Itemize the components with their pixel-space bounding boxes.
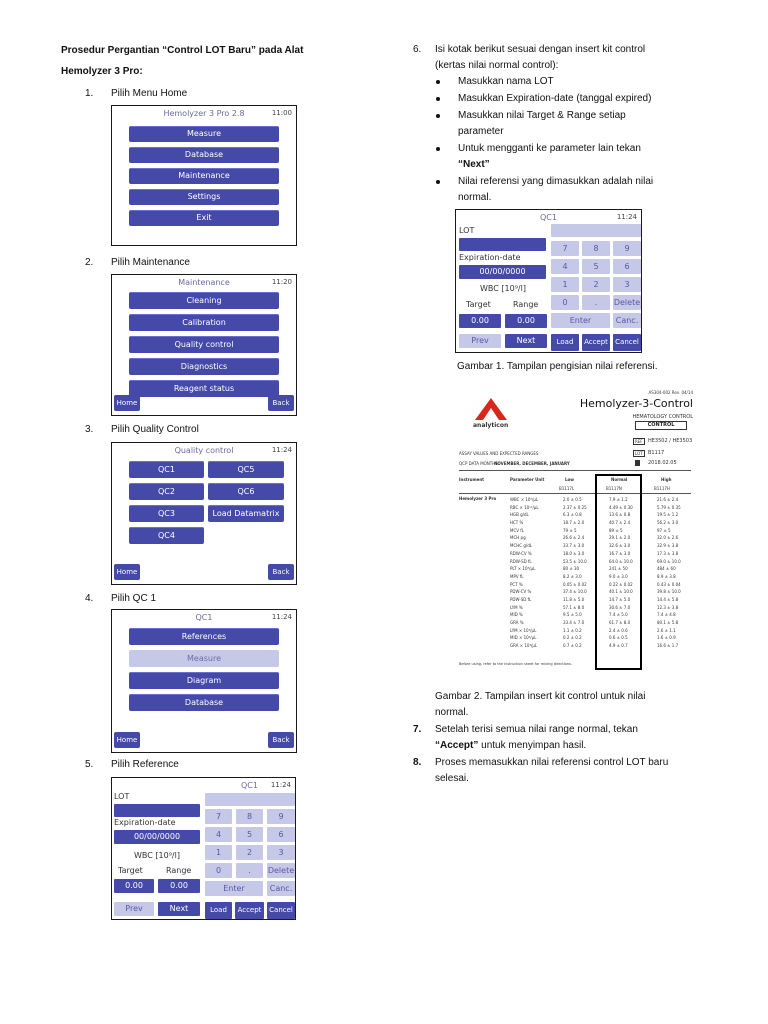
qc6-button[interactable]: QC6 [208, 483, 284, 500]
step-6-line2: (kertas nilai normal control): [435, 60, 559, 71]
parameter-cell: PDW-CV % [510, 589, 532, 595]
expiration-label: Expiration-date [114, 818, 176, 827]
display-field [205, 793, 295, 806]
parameter-cell: HGB g/dL [510, 512, 529, 518]
high-cell: 5.79 ± 0.35 [657, 504, 681, 510]
step-8-line1: Proses memasukkan nilai referensi control LOT baru [435, 757, 669, 768]
next-button[interactable]: Next [158, 902, 200, 916]
ref-value: HE3502 / HE3503 [648, 438, 693, 444]
cancel-button[interactable]: Cancel [613, 334, 641, 351]
target-input[interactable]: 0.00 [114, 879, 154, 893]
normal-cell: 61.7 ± 8.0 [609, 620, 631, 625]
bullet [436, 114, 440, 118]
delete-key[interactable]: Delete [613, 295, 641, 310]
lot-input[interactable] [114, 804, 200, 817]
maintenance-button[interactable]: Maintenance [129, 168, 279, 184]
parameter-cell: WBC × 10⁹/µL [510, 497, 539, 502]
parameter-cell: MCV fL [510, 527, 524, 533]
back-button[interactable]: Back [268, 564, 294, 580]
screen-title: QC1 [241, 781, 258, 790]
high-cell: 69.0 ± 10.0 [657, 558, 681, 564]
high-cell: 17.3 ± 3.8 [657, 550, 679, 556]
parameter-cell: RBC × 10¹²/µL [510, 504, 539, 510]
normal-cell: 89 ± 5 [609, 527, 623, 533]
assay-table [459, 496, 691, 650]
parameter-cell: PDW-SD fL [510, 596, 532, 602]
table-row [459, 611, 691, 619]
range-input[interactable]: 0.00 [505, 314, 547, 328]
normal-cell: 40.1 ± 10.0 [609, 589, 633, 595]
analyticon-logo-icon [475, 398, 507, 420]
step-6-line1: Isi kotak berikut sesuai dengan insert kit control [435, 44, 646, 55]
low-cell: 0.7 ± 0.2 [563, 643, 582, 649]
settings-button[interactable]: Settings [129, 189, 279, 205]
parameter-cell: RDW-CV % [510, 550, 532, 556]
back-button[interactable]: Back [268, 395, 294, 411]
screen-time: 11:20 [271, 278, 292, 286]
home-button[interactable]: Home [114, 564, 140, 580]
enter-key[interactable]: Enter [205, 881, 263, 896]
database-button[interactable]: Database [129, 694, 279, 711]
high-cell: 8.9 ± 3.8 [657, 573, 676, 579]
parameter-cell: MCH pg [510, 535, 526, 541]
parameter-cell: LYM × 10³/µL [510, 627, 537, 633]
bullet-text: Masukkan Expiration-date (tanggal expired) [458, 93, 652, 104]
key-2[interactable]: 2 [236, 845, 263, 860]
display-field [551, 224, 641, 237]
table-row [459, 527, 691, 535]
expiration-input[interactable]: 00/00/0000 [114, 830, 200, 844]
low-cell: 33.7 ± 3.0 [563, 543, 585, 549]
table-row [459, 504, 691, 512]
prev-button[interactable]: Prev [114, 902, 154, 916]
bullet-text: parameter [458, 126, 504, 137]
lot-normal: B1117N [606, 486, 622, 491]
step-7-num: 7. [413, 724, 422, 735]
table-row [459, 619, 691, 627]
high-cell: 32.9 ± 3.8 [657, 543, 679, 549]
expiration-input[interactable]: 00/00/0000 [459, 265, 546, 279]
step-7-line2 [435, 738, 586, 755]
measure-button[interactable]: Measure [129, 126, 279, 142]
home-button[interactable]: Home [114, 732, 140, 748]
normal-cell: 0.6 ± 0.5 [609, 635, 628, 641]
low-cell: 33.4 ± 7.0 [563, 620, 585, 625]
table-row [459, 565, 691, 573]
normal-cell: 14.7 ± 5.0 [609, 596, 631, 602]
step-7-rest: untuk menyimpan hasil. [478, 740, 587, 751]
qc1-button[interactable]: QC1 [129, 461, 204, 478]
table-row [459, 519, 691, 527]
doc-code: AS304-002 Rev. 04/14 [648, 390, 693, 395]
table-row [459, 588, 691, 596]
key-5[interactable]: 5 [236, 827, 263, 842]
normal-cell: 7.9 ± 1.2 [609, 497, 628, 502]
table-row [459, 550, 691, 558]
screen-title: Hemolyzer 3 Pro 2.8 [163, 109, 245, 118]
key-1[interactable]: 1 [205, 845, 232, 860]
key-7[interactable]: 7 [205, 809, 232, 824]
table-row [459, 573, 691, 581]
load-button[interactable]: Load [551, 334, 579, 351]
bullet-text: Masukkan nilai Target & Range setiap [458, 110, 626, 121]
normal-cell: 16.7 ± 3.0 [609, 550, 631, 556]
lot-label: LOT [635, 451, 643, 456]
assay-heading: ASSAY VALUES AND EXPECTED RANGES [459, 451, 539, 456]
table-row [459, 596, 691, 604]
parameter-cell: HCT % [510, 520, 524, 526]
key-2[interactable]: 2 [582, 277, 610, 292]
qc5-button[interactable]: QC5 [208, 461, 284, 478]
target-label: Target [466, 300, 491, 309]
insert-kit-control-sheet [455, 386, 695, 676]
high-cell: 484 ± 60 [657, 566, 676, 572]
screen-time: 11:24 [616, 213, 637, 221]
key-6[interactable]: 6 [613, 259, 641, 274]
parameter-cell: PLT × 10³/µL [510, 566, 536, 572]
bullet-text-next: “Next” [458, 159, 490, 170]
low-cell: 6.3 ± 0.8 [563, 512, 582, 518]
key-9[interactable]: 9 [613, 241, 641, 256]
key-4[interactable]: 4 [205, 827, 232, 842]
lot-high: B1117H [654, 486, 670, 491]
diagram-button[interactable]: Diagram [129, 672, 279, 689]
normal-cell: 7.4 ± 5.0 [609, 612, 628, 618]
col-low: Low [565, 477, 574, 482]
low-cell: 9.5 ± 5.0 [563, 612, 582, 618]
low-cell: 0.05 ± 0.02 [563, 581, 587, 587]
normal-cell: 241 ± 50 [609, 566, 628, 572]
load-datamatrix-button[interactable]: Load Datamatrix [208, 505, 284, 522]
high-cell: 97 ± 5 [657, 527, 671, 533]
target-label: Target [118, 866, 143, 875]
low-cell: 11.8 ± 5.0 [563, 596, 585, 602]
screen-time: 11:24 [270, 781, 291, 789]
parameter-cell: LYM % [510, 604, 523, 610]
bullet [436, 80, 440, 84]
table-row [459, 542, 691, 550]
normal-cell: 29.1 ± 2.0 [609, 535, 631, 541]
quality-control-screen [111, 442, 297, 585]
table-row [459, 496, 691, 504]
bullet-text: Nilai referensi yang dimasukkan adalah nilai [458, 176, 654, 187]
high-cell: 14.4 ± 5.8 [657, 596, 679, 602]
cancel-key[interactable]: Canc. [613, 313, 641, 328]
enter-key[interactable]: Enter [551, 313, 610, 328]
high-cell: 80.1 ± 5.8 [657, 620, 679, 625]
step-2: 2. Pilih Maintenance [85, 257, 190, 268]
key-3[interactable]: 3 [267, 845, 295, 860]
header-divider [459, 493, 691, 494]
parameter-cell: MCHC g/dL [510, 543, 532, 549]
exit-button[interactable]: Exit [129, 210, 279, 226]
low-cell: 2.0 ± 0.5 [563, 497, 582, 502]
parameter-cell: GRA × 10³/µL [510, 643, 538, 649]
step-8-line2: selesai. [435, 773, 469, 784]
high-cell: 1.6 ± 0.9 [657, 635, 676, 641]
parameter-cell: MID % [510, 612, 523, 618]
bullet-text: Masukkan nama LOT [458, 76, 554, 87]
screen-title: QC1 [540, 213, 557, 222]
qcp-months: NOVEMBER, DECEMBER, JANUARY [494, 461, 570, 466]
expiry-value: 2018.02.05 [648, 460, 677, 466]
step-3: 3. Pilih Quality Control [85, 424, 199, 435]
qcp-label: QCP DATA MONTHS: [459, 461, 500, 466]
cancel-button[interactable]: Cancel [267, 902, 295, 919]
ref-label: REF [635, 439, 643, 444]
qc4-button[interactable]: QC4 [129, 527, 204, 544]
bullet-text: normal. [458, 192, 492, 203]
normal-cell: 2.4 ± 0.6 [609, 627, 628, 633]
high-cell: 19.5 ± 1.2 [657, 512, 679, 518]
col-instrument: Instrument [459, 477, 485, 482]
qc2-button[interactable]: QC2 [129, 483, 204, 500]
col-high: High [661, 477, 672, 482]
high-cell: 12.3 ± 3.8 [657, 604, 679, 610]
high-cell: 39.8 ± 10.0 [657, 589, 681, 595]
step-7-line1: Setelah terisi semua nilai range normal, tekan [435, 724, 638, 735]
normal-cell: 13.6 ± 0.8 [609, 512, 631, 518]
brand-subtitle: HEMATOLOGY CONTROL [632, 414, 693, 420]
table-row [459, 511, 691, 519]
lot-value: B1117 [648, 450, 665, 456]
accept-button[interactable]: Accept [582, 334, 610, 351]
normal-cell: 4.49 ± 0.30 [609, 504, 633, 510]
low-cell: 1.1 ± 0.2 [563, 627, 582, 633]
wbc-label: WBC [10⁹/l] [134, 851, 180, 860]
screen-time: 11:24 [271, 446, 292, 454]
figure-1-caption: Gambar 1. Tampilan pengisian nilai referensi. [457, 361, 658, 372]
footnote: Before using, refer to the instruction sheet for mixing directions. [459, 662, 572, 666]
figure-2-caption-line1: Gambar 2. Tampilan insert kit control untuk nilai [435, 691, 646, 702]
key-0[interactable]: 0 [551, 295, 579, 310]
step-6-num: 6. [413, 44, 422, 55]
table-row [459, 604, 691, 612]
logo-text: analyticon [473, 422, 509, 429]
high-cell: 0.43 ± 0.04 [657, 581, 681, 587]
normal-cell: 40.7 ± 2.4 [609, 520, 631, 526]
lot-input[interactable] [459, 238, 546, 251]
table-row [459, 558, 691, 566]
key-3[interactable]: 3 [613, 277, 641, 292]
key-8[interactable]: 8 [582, 241, 610, 256]
bullet [436, 180, 440, 184]
normal-cell: 0.22 ± 0.02 [609, 581, 633, 587]
wbc-label: WBC [10⁹/l] [480, 284, 526, 293]
cancel-key[interactable]: Canc. [267, 881, 295, 896]
screen-title: Maintenance [178, 278, 230, 287]
screen-title: QC1 [195, 613, 213, 622]
high-cell: 16.6 ± 1.7 [657, 643, 679, 649]
maintenance-screen [111, 274, 297, 416]
bullet [436, 97, 440, 101]
page-title: Prosedur Pergantian “Control LOT Baru” pada Alat Hemolyzer 3 Pro: [61, 45, 304, 77]
database-button[interactable]: Database [129, 147, 279, 163]
table-row [459, 581, 691, 589]
table-row [459, 642, 691, 650]
control-box: CONTROL [635, 421, 687, 430]
measure-button[interactable]: Measure [129, 650, 279, 667]
screen-title: Quality control [174, 446, 234, 455]
brand-title: Hemolyzer-3-Control [579, 397, 693, 410]
key-dot[interactable]: . [582, 295, 610, 310]
parameter-cell: MPV fL [510, 573, 524, 579]
key-7[interactable]: 7 [551, 241, 579, 256]
normal-cell: 64.0 ± 10.0 [609, 558, 633, 564]
low-cell: 8.2 ± 3.0 [563, 573, 582, 579]
normal-cell: 30.6 ± 7.0 [609, 604, 631, 610]
low-cell: 37.4 ± 10.0 [563, 589, 587, 595]
bullet [436, 147, 440, 151]
lot-low: B1117L [559, 486, 575, 491]
low-cell: 80 ± 30 [563, 566, 580, 572]
step-1: 1. Pilih Menu Home [85, 88, 188, 99]
next-button[interactable]: Next [505, 334, 547, 348]
reference-screen-fig1 [455, 209, 642, 353]
calibration-button[interactable]: Calibration [129, 314, 279, 331]
table-row [459, 634, 691, 642]
low-cell: 2.37 ± 0.25 [563, 504, 587, 510]
high-cell: 56.2 ± 3.0 [657, 520, 679, 526]
prev-button[interactable]: Prev [459, 334, 501, 348]
high-cell: 21.6 ± 2.4 [657, 497, 679, 502]
normal-cell: 9.0 ± 3.0 [609, 573, 628, 579]
range-label: Range [166, 866, 192, 875]
normal-cell: 4.9 ± 0.7 [609, 643, 628, 649]
step-8-num: 8. [413, 757, 422, 768]
reference-screen-step5 [111, 777, 296, 920]
low-cell: 0.2 ± 0.2 [563, 635, 582, 641]
low-cell: 18.7 ± 2.0 [563, 520, 585, 526]
high-cell: 7.4 ± 4.8 [657, 612, 676, 618]
back-button[interactable]: Back [268, 732, 294, 748]
hourglass-icon [635, 460, 640, 466]
key-dot[interactable]: . [236, 863, 263, 878]
screen-time: 11:00 [271, 109, 292, 117]
step-5: 5. Pilih Reference [85, 759, 179, 770]
high-cell: 2.6 ± 1.1 [657, 627, 676, 633]
home-button[interactable]: Home [114, 395, 140, 411]
low-cell: 18.0 ± 3.0 [563, 550, 585, 556]
table-row [459, 534, 691, 542]
key-1[interactable]: 1 [551, 277, 579, 292]
key-6[interactable]: 6 [267, 827, 295, 842]
lot-label: LOT [459, 226, 475, 235]
low-cell: 79 ± 5 [563, 527, 577, 533]
high-cell: 32.0 ± 2.6 [657, 535, 679, 541]
range-input[interactable]: 0.00 [158, 879, 200, 893]
lot-label: LOT [114, 792, 130, 801]
target-input[interactable]: 0.00 [459, 314, 501, 328]
bullet-text: Untuk mengganti ke parameter lain tekan [458, 143, 641, 154]
figure-2-caption-line2: normal. [435, 707, 469, 718]
low-cell: 57.1 ± 8.0 [563, 604, 585, 610]
parameter-cell: GRA % [510, 620, 524, 625]
diagnostics-button[interactable]: Diagnostics [129, 358, 279, 375]
accept-button[interactable]: Accept [235, 902, 264, 919]
cleaning-button[interactable]: Cleaning [129, 292, 279, 309]
step-4: 4. Pilih QC 1 [85, 593, 157, 604]
qc1-screen [111, 609, 297, 753]
load-button[interactable]: Load [205, 902, 232, 919]
key-8[interactable]: 8 [236, 809, 263, 824]
delete-key[interactable]: Delete [267, 863, 295, 878]
references-button[interactable]: References [129, 628, 279, 645]
range-label: Range [513, 300, 539, 309]
home-screen [111, 105, 297, 246]
reagent-status-button[interactable]: Reagent status [129, 380, 279, 397]
qc3-button[interactable]: QC3 [129, 505, 204, 522]
col-parameter: Parameter Unit [510, 477, 545, 482]
low-cell: 26.6 ± 2.4 [563, 535, 585, 541]
key-9[interactable]: 9 [267, 809, 295, 824]
quality-control-button[interactable]: Quality control [129, 336, 279, 353]
screen-time: 11:24 [271, 613, 292, 621]
table-row [459, 627, 691, 635]
low-cell: 53.5 ± 10.0 [563, 558, 587, 564]
col-normal: Normal [611, 477, 628, 482]
parameter-cell: PCT % [510, 581, 523, 587]
expiration-label: Expiration-date [459, 253, 521, 262]
key-0[interactable]: 0 [205, 863, 232, 878]
accept-word: “Accept” [435, 740, 479, 751]
parameter-cell: MID × 10³/µL [510, 635, 537, 641]
header-divider [459, 470, 691, 471]
key-5[interactable]: 5 [582, 259, 610, 274]
key-4[interactable]: 4 [551, 259, 579, 274]
normal-cell: 32.6 ± 3.0 [609, 543, 631, 549]
parameter-cell: RDW-SD fL [510, 558, 532, 564]
instrument-name: Hemolyzer 3 Pro [459, 496, 497, 501]
